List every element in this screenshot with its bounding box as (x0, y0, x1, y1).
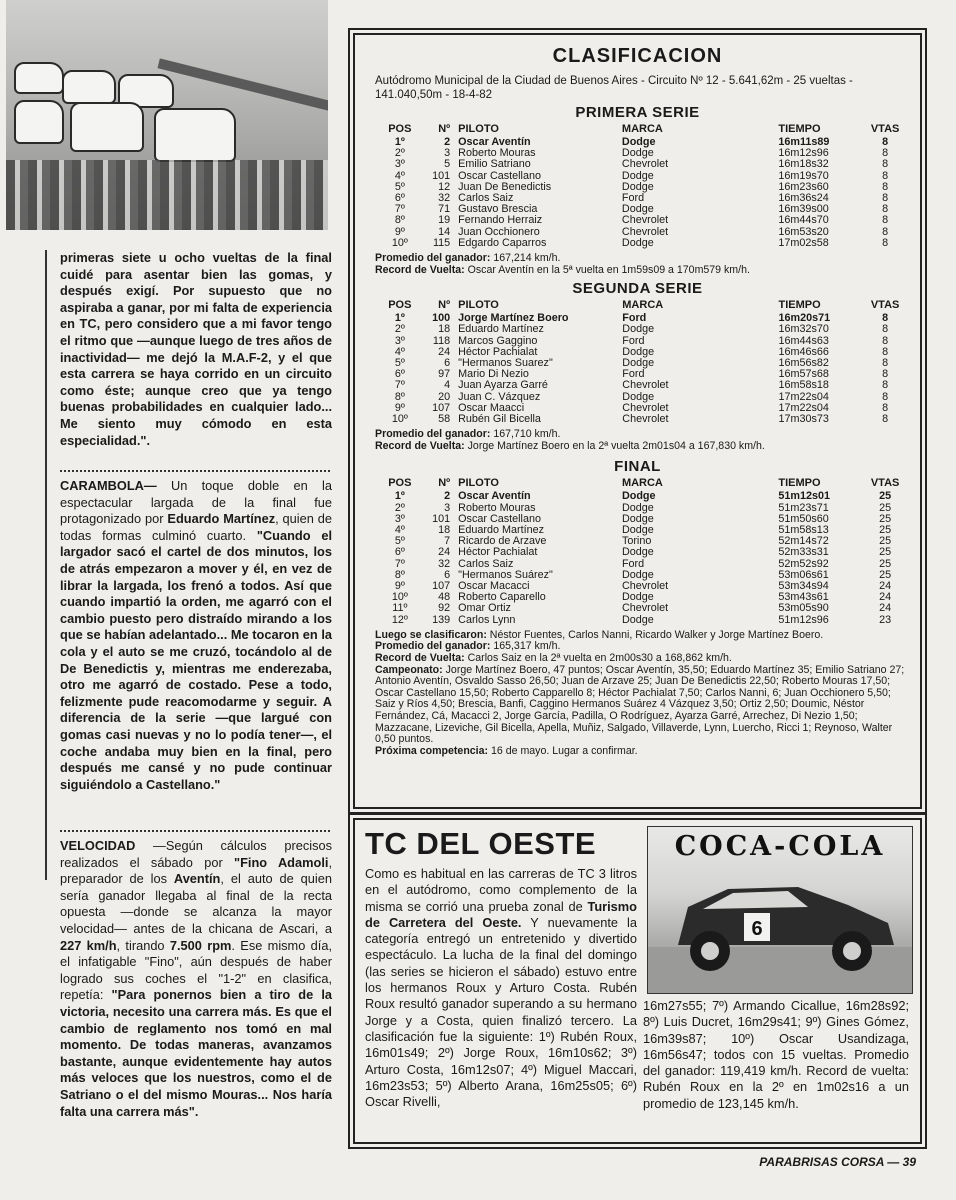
time-cell: 16m46s66 (778, 345, 829, 358)
pos-cell: 7º (394, 379, 405, 392)
laps-cell: 25 (879, 524, 892, 537)
pos-cell: 11º (392, 602, 408, 615)
primera-serie-table (383, 121, 903, 249)
pilot-cell: Edgardo Caparros (458, 236, 547, 249)
col-marca: MARCA (622, 299, 664, 312)
laps-cell: 24 (879, 580, 892, 593)
time-cell: 51m50s60 (778, 512, 829, 525)
pilot-cell: "Hermanos Suárez" (458, 568, 553, 581)
brand-cell: Ford (621, 557, 645, 570)
pos-cell: 1º (394, 312, 405, 325)
record-label: Record de Vuelta: (375, 263, 465, 276)
brand-cell: Dodge (621, 236, 654, 249)
time-cell: 16m58s18 (778, 379, 829, 392)
pilot-cell: Roberto Mouras (458, 501, 536, 514)
classification-subtitle: Autódromo Municipal de la Ciudad de Buenos Aires - Circuito Nº 12 - 5.641,62m - 25 vueltas - 141.040,50m - 18-4-82 (375, 75, 853, 101)
promedio-value: 167,710 km/h. (490, 428, 561, 441)
time-cell: 16m23s60 (778, 180, 829, 193)
pos-cell: 8º (394, 214, 405, 227)
time-cell: 16m53s20 (778, 225, 829, 238)
tc-oeste-text (365, 866, 637, 1110)
pilot-cell: Oscar Aventín (458, 136, 531, 148)
tc-oeste-title: TC DEL OESTE (365, 826, 597, 861)
col-pos: POS (388, 299, 412, 312)
pos-cell: 6º (394, 546, 405, 559)
time-cell: 51m12s01 (778, 490, 831, 503)
col-n: Nº (438, 477, 451, 490)
table-row (383, 380, 903, 391)
pilot-cell: Mario Di Nezio (458, 368, 529, 381)
pos-cell: 10º (391, 413, 408, 426)
laps-cell: 8 (882, 169, 889, 182)
col-pos: POS (388, 123, 412, 135)
col-marca: MARCA (621, 477, 663, 490)
laps-cell: 8 (882, 214, 889, 227)
number-cell: 48 (438, 591, 451, 604)
pos-cell: 4º (394, 345, 405, 358)
number-cell: 5 (444, 158, 451, 171)
primera-serie-title: PRIMERA SERIE (575, 104, 700, 121)
number-cell: 3 (444, 147, 451, 160)
pos-cell: 2º (394, 501, 405, 514)
brand-cell: Chevrolet (621, 158, 669, 171)
number-cell: 12 (438, 180, 451, 193)
brand-cell: Dodge (621, 512, 654, 525)
number-cell: 115 (432, 236, 451, 249)
promedio-label: Promedio del ganador: (375, 252, 491, 265)
brand-cell: Chevrolet (622, 413, 669, 426)
tc-oeste-box (353, 818, 922, 1144)
table-row (383, 159, 903, 170)
time-cell: 17m30s73 (778, 413, 829, 426)
brand-cell: Dodge (621, 501, 654, 514)
pilot-cell: Héctor Pachialat (458, 546, 538, 559)
time-cell: 16m36s24 (778, 192, 829, 205)
number-cell: 139 (432, 613, 451, 626)
col-vtas: VTAS (870, 299, 900, 312)
time-cell: 51m58s13 (778, 524, 829, 537)
laps-cell: 8 (882, 203, 889, 216)
pilot-cell: Héctor Pachialat (458, 345, 538, 358)
pilot-cell: Carlos Saiz (458, 192, 514, 205)
laps-cell: 8 (882, 136, 889, 148)
number-cell: 92 (438, 602, 451, 615)
pilot-cell: Ricardo de Arzave (458, 535, 547, 548)
pilot-cell: Marcos Gaggino (458, 334, 538, 347)
carambola-text: Un toque doble en la espectacular largada de la final fue protagonizado por (60, 478, 332, 527)
pos-cell: 3º (394, 158, 405, 171)
campeonato-value: Jorge Martínez Boero, 47 puntos; Oscar Aventín, 35,50; Eduardo Martínez 35; Emilio Satriano 27; Antonio Aventín, Osvaldo Sasso 26,50; Juan de Arzave 25; Juan De Benedictis 22,50; Roberto Mouras 17,50; Oscar Castellano 15,50; Roberto Capparello 8; Héctor Pachialat 7,50; Carlos Nanni, 6; Juan Occhionero 5,50; Saiz y Ríos 4,50; Brescia, Banfi, Caggino Hermanos Suárez 4 Vázquez 3,50; Ortiz 2,50; Doumic, Néstor Fernández, Cá, Macacci 2, Jorge García, Padilla, O Rodríguez, Ayarza Garré, Arrechez, Di Nezio 1,50; Mazzacane, Lizeviche, Gil Bicella, Apella, Muñiz, Salgado, Villaverde, Lynn, Luercho, Ricci 1; Reynoso, Walter 0,50 puntos. (375, 663, 905, 746)
number-cell: 101 (432, 512, 451, 525)
pos-cell: 5º (394, 180, 405, 193)
number-cell: 20 (438, 390, 451, 403)
article-intro (60, 250, 332, 449)
time-cell: 16m56s82 (778, 357, 829, 370)
time-cell: 53m43s61 (778, 591, 829, 604)
number-cell: 101 (432, 169, 451, 182)
pos-cell: 1º (394, 490, 405, 503)
col-vtas: VTAS (870, 477, 900, 490)
pilot-cell: Juan De Benedictis (458, 180, 552, 193)
pilot-cell: Roberto Mouras (458, 147, 536, 160)
pilot-cell: "Hermanos Suarez" (458, 357, 553, 370)
brand-cell: Dodge (622, 345, 655, 358)
col-pos: POS (388, 477, 412, 490)
laps-cell: 8 (882, 312, 889, 325)
segunda-serie-title: SEGUNDA SERIE (572, 280, 703, 298)
number-cell: 18 (438, 323, 451, 336)
pilot-cell: Carlos Lynn (458, 613, 516, 626)
laps-cell: 8 (882, 236, 889, 249)
proxima-value: 16 de mayo. Lugar a confirmar. (488, 744, 638, 757)
table-row (383, 491, 903, 502)
pos-cell: 10º (391, 591, 408, 604)
final-notes (375, 630, 906, 758)
laps-cell: 23 (879, 613, 892, 626)
pilot-cell: Oscar Maacci (458, 401, 525, 414)
intro-text: primeras siete u ocho vueltas de la final cuidé para asentar bien las gomas, y después exigí. Por supuesto que no aspiraba a ganar, por mi falta de experiencia en TC, pero considero que a mi favor tengo el ritmo que —aunque luego de tres años de inactividad— me dejó la M.A.F-2, y el que esta carrera se haya corrido en un circuito como éste; aunque creo que ya tengo buenas probabilidades en cualquier lado... Me siento muy cómodo en esta especialidad.". (60, 250, 332, 448)
pos-cell: 4º (394, 169, 405, 182)
number-cell: 19 (438, 214, 451, 227)
pilot-cell: Emilio Satriano (458, 158, 531, 171)
classification-title: CLASIFICACION (552, 45, 723, 67)
tc-car-photo (647, 826, 913, 994)
coca-cola-sign: COCA-COLA (674, 831, 886, 862)
col-tiempo: TIEMPO (778, 477, 821, 490)
pilot-cell: Jorge Martínez Boero (458, 312, 569, 325)
number-cell: 24 (438, 546, 451, 559)
number-cell: 100 (432, 312, 451, 325)
col-n: Nº (438, 299, 451, 312)
table-header (383, 475, 903, 491)
number-cell: 6 (444, 568, 451, 581)
velocidad-text-e: . Ese mismo día, el infatigable "Fino", aún después de haber logrado sus coches el "1-2" en clasifica, repetía: (60, 937, 332, 1003)
number-cell: 32 (438, 192, 451, 205)
brand-cell: Dodge (621, 147, 654, 160)
time-cell: 51m12s96 (778, 613, 829, 626)
laps-cell: 8 (882, 357, 889, 370)
velocidad-speed: 227 km/h (60, 937, 117, 953)
col-tiempo: TIEMPO (778, 299, 821, 312)
brand-cell: Chevrolet (622, 401, 669, 414)
brand-cell: Dodge (621, 591, 654, 604)
race-car-illustration (648, 827, 912, 993)
number-cell: 7 (444, 535, 451, 548)
col-marca: MARCA (621, 123, 663, 135)
pos-cell: 2º (394, 147, 405, 160)
table-row (383, 615, 903, 626)
segunda-serie-table (383, 297, 903, 425)
brand-cell: Dodge (621, 524, 654, 537)
pos-cell: 6º (394, 192, 405, 205)
time-cell: 52m52s92 (778, 557, 829, 570)
pilot-cell: Juan C. Vázquez (458, 390, 541, 403)
brand-cell: Chevrolet (621, 602, 669, 615)
laps-cell: 8 (882, 334, 889, 347)
record-label: Record de Vuelta: (375, 652, 465, 665)
laps-cell: 25 (879, 501, 892, 514)
brand-cell: Dodge (621, 546, 654, 559)
col-piloto: PILOTO (458, 299, 499, 312)
race-car (154, 108, 236, 162)
laps-cell: 8 (882, 147, 889, 160)
race-car (70, 102, 144, 152)
brand-cell: Ford (622, 312, 647, 325)
final-title: FINAL (614, 458, 661, 476)
laps-cell: 8 (882, 390, 889, 403)
time-cell: 53m34s94 (778, 580, 829, 593)
laps-cell: 25 (879, 557, 892, 570)
time-cell: 17m02s58 (778, 236, 829, 249)
pilot-cell: Oscar Macacci (458, 580, 530, 593)
brand-cell: Dodge (621, 613, 654, 626)
laps-cell: 8 (882, 192, 889, 205)
col-tiempo: TIEMPO (778, 123, 821, 135)
time-cell: 16m44s70 (778, 214, 829, 227)
time-cell: 16m39s00 (778, 203, 829, 216)
guardrail (157, 58, 328, 111)
promedio-label: Promedio del ganador: (375, 640, 491, 653)
pos-cell: 12º (391, 613, 408, 626)
brand-cell: Dodge (622, 323, 655, 336)
time-cell: 16m12s96 (778, 147, 829, 160)
pos-cell: 7º (394, 557, 405, 570)
crowd (6, 160, 328, 230)
time-cell: 52m14s72 (778, 535, 829, 548)
laps-cell: 8 (882, 413, 889, 426)
brand-cell: Torino (621, 535, 652, 548)
tc-text-bold: Turismo de Carretera del Oeste. (365, 898, 637, 930)
brand-cell: Chevrolet (621, 580, 669, 593)
record-value: Carlos Saiz en la 2ª vuelta en 2m00s30 a 168,862 km/h. (464, 652, 732, 665)
table-row (383, 324, 903, 335)
pilot-cell: Eduardo Martínez (458, 323, 544, 336)
laps-cell: 8 (882, 368, 889, 381)
number-cell: 2 (444, 490, 451, 503)
table-header (383, 297, 903, 313)
laps-cell: 24 (879, 602, 892, 615)
col-vtas: VTAS (870, 123, 900, 135)
promedio-value: 165,317 km/h. (490, 640, 561, 653)
time-cell: 16m57s68 (778, 368, 829, 381)
brand-cell: Dodge (621, 490, 656, 503)
promedio-value: 167,214 km/h. (490, 252, 561, 265)
time-cell: 16m20s71 (778, 312, 831, 325)
pos-cell: 5º (394, 535, 405, 548)
velocidad-name: "Fino Adamoli (234, 854, 329, 870)
number-cell: 2 (444, 136, 451, 148)
pos-cell: 6º (394, 368, 405, 381)
velocidad-heading: VELOCIDAD (60, 838, 136, 853)
laps-cell: 24 (879, 591, 892, 604)
race-car (14, 62, 64, 94)
number-cell: 6 (444, 357, 451, 370)
brand-cell: Ford (621, 192, 645, 205)
pilot-cell: Juan Occhionero (458, 225, 540, 238)
time-cell: 16m18s32 (778, 158, 829, 171)
laps-cell: 25 (879, 546, 892, 559)
race-car (62, 70, 116, 104)
time-cell: 53m06s61 (778, 568, 829, 581)
pos-cell: 8º (394, 390, 405, 403)
tc-text-a: Como es habitual en las carreras de TC 3 litros en el autódromo, como complemento de la misma se corrió una prueba zonal de (365, 866, 637, 914)
number-cell: 58 (438, 413, 451, 426)
pilot-cell: Roberto Caparello (458, 591, 546, 604)
dotted-divider (60, 830, 330, 832)
pilot-cell: Oscar Aventín (458, 490, 531, 503)
brand-cell: Dodge (621, 136, 656, 148)
column-rule (45, 250, 47, 880)
pos-cell: 9º (394, 225, 405, 238)
brand-cell: Dodge (621, 180, 654, 193)
number-cell: 3 (444, 501, 451, 514)
laps-cell: 25 (879, 512, 892, 525)
table-row (383, 215, 903, 226)
time-cell: 52m33s31 (778, 546, 829, 559)
time-cell: 17m22s04 (778, 401, 829, 414)
number-cell: 97 (438, 368, 451, 381)
luego-label: Luego se clasificaron: (375, 628, 487, 641)
carambola-quote: "Cuando el largador sacó el cartel de dos minutos, los de atrás empezaron a mover y él, en vez de librar la largada, los frenó a todos. Así que cuando impartió la orden, me agarró con el cambio puesto pero distraído mirando a los que se habían adelantado... Me tocaron en la cola y el auto se me cruzó, tocándolo al de De Benedictis y, mientras me enderezaba, otro me agarró de costado. Pese a todo, felizmente pude reacomodarme y seguir. A diferencia de la serie —que largué con gomas casi nuevas y no lo podía tener—, el coche andaba muy bien en la final, pero después me cansé y no pude continuar siguiéndolo a Castellano." (60, 527, 332, 792)
brand-cell: Dodge (621, 568, 654, 581)
laps-cell: 25 (879, 535, 892, 548)
pos-cell: 4º (394, 524, 405, 537)
proxima-label: Próxima competencia: (375, 744, 489, 757)
brand-cell: Chevrolet (621, 214, 669, 227)
pilot-cell: Omar Ortiz (458, 602, 511, 615)
velocidad-aventin: Aventín (173, 871, 221, 887)
table-row (383, 414, 903, 425)
pos-cell: 9º (394, 580, 405, 593)
pilot-cell: Rubén Gil Bicella (458, 413, 541, 426)
velocidad-text-b: , preparador de los (60, 854, 332, 887)
laps-cell: 25 (879, 490, 892, 503)
table-row (383, 603, 903, 614)
tc-text-b: Y nuevamente la categoría entregó un entretenido y divertido espectáculo. La lucha de la final del domingo (las series se hicieron el sábado) estuvo entre los hermanos Roux y Arturo Costa. Rubén Roux resultó ganador superando a su hermano Jorge y a Costa, quien finalizó tercero. La clasificación fue la siguiente: 1º) Rubén Roux, 16m01s49; 2º) Jorge Roux, 16m10s62; 3º) Arturo Costa, 16m12s07; 4º) Miguel Maccari, 16m23s53; 5º) Alberto Arana, 16m25s05; 6º) Oscar Rivelli, (365, 914, 637, 1110)
brand-cell: Chevrolet (622, 379, 669, 392)
tc-oeste-text-continued: 16m27s55; 7º) Armando Cicallue, 16m28s92; 8º) Luis Ducret, 16m29s41; 9º) Gines Gómez, 16m39s87; 10º) Oscar Usandizaga, 16m56s47; todos con 15 vueltas. Promedio del ganador: 119,419 km/h. Record de vuelta: Rubén Roux en la 2º en 1m02s16 a un promedio de 123,145 km/h. (643, 998, 909, 1111)
time-cell: 17m22s04 (778, 390, 829, 403)
pilot-cell: Juan Ayarza Garré (458, 379, 548, 392)
pos-cell: 2º (394, 323, 405, 336)
time-cell: 53m05s90 (778, 602, 829, 615)
pilot-cell: Gustavo Brescia (458, 203, 538, 216)
laps-cell: 8 (882, 401, 889, 414)
time-cell: 16m11s89 (778, 136, 830, 148)
pos-cell: 10º (391, 236, 408, 249)
laps-cell: 8 (882, 180, 889, 193)
time-cell: 16m44s63 (778, 334, 829, 347)
number-cell: 107 (432, 401, 451, 414)
luego-value: Néstor Fuentes, Carlos Nanni, Ricardo Walker y Jorge Martínez Boero. (486, 628, 824, 641)
pos-cell: 1º (394, 136, 405, 148)
segunda-notes (375, 429, 906, 452)
table-row (383, 238, 903, 249)
pos-cell: 5º (394, 357, 405, 370)
number-cell: 18 (438, 524, 451, 537)
pilot-cell: Oscar Castellano (458, 512, 541, 525)
pilot-cell: Carlos Saiz (458, 557, 514, 570)
promedio-label: Promedio del ganador: (375, 428, 491, 441)
race-start-photo (6, 0, 328, 230)
table-header (383, 121, 903, 137)
number-cell: 32 (438, 557, 451, 570)
carambola-text-b: , quien de todas formas culminó cuarto. (60, 511, 332, 543)
car-number: 6 (751, 918, 763, 940)
dotted-divider (60, 470, 330, 472)
pilot-cell: Oscar Castellano (458, 169, 541, 182)
brand-cell: Dodge (621, 169, 654, 182)
laps-cell: 8 (882, 323, 889, 336)
pos-cell: 7º (394, 203, 405, 216)
pos-cell: 3º (394, 512, 405, 525)
brand-cell: Dodge (621, 203, 654, 216)
time-cell: 16m32s70 (778, 323, 829, 336)
article-velocidad (60, 838, 332, 1120)
brand-cell: Dodge (622, 390, 655, 403)
time-cell: 16m19s70 (778, 169, 829, 182)
velocidad-text: —Según cálculos precisos realizados el sábado por (60, 838, 332, 870)
col-piloto: PILOTO (458, 477, 499, 490)
table-row (383, 547, 903, 558)
record-value: Oscar Aventín en la 5ª vuelta en 1m59s09 a 170m579 km/h. (464, 263, 750, 276)
col-n: Nº (438, 123, 451, 135)
brand-cell: Chevrolet (621, 225, 669, 238)
number-cell: 118 (432, 334, 451, 347)
time-cell: 51m23s71 (778, 501, 829, 514)
number-cell: 24 (438, 345, 451, 358)
primera-notes (375, 253, 906, 276)
pos-cell: 9º (394, 401, 405, 414)
campeonato-label: Campeonato: (375, 663, 443, 676)
velocidad-quote: "Para ponernos bien a tiro de la victoria, necesito una carrera más. Es que el cambio de reglamento nos tomó en mal momento. De todas maneras, avanzamos bastante, aunque evidentemente hay autos más veloces que los nuestros, como el de Satriano o el del mismo Mouras... Nos haría falta una carrera más". (60, 987, 333, 1119)
carambola-heading: CARAMBOLA— (60, 478, 157, 493)
article-carambola (60, 478, 332, 793)
col-piloto: PILOTO (458, 123, 499, 135)
number-cell: 107 (432, 580, 451, 593)
velocidad-rpm: 7.500 rpm (169, 937, 232, 953)
pilot-cell: Fernando Herraiz (458, 214, 543, 227)
race-car (14, 100, 64, 144)
number-cell: 71 (438, 203, 451, 216)
laps-cell: 8 (882, 225, 889, 238)
pos-cell: 3º (394, 334, 405, 347)
record-value: Jorge Martínez Boero en la 2ª vuelta 2m01s04 a 167,830 km/h. (464, 439, 765, 452)
brand-cell: Ford (622, 334, 645, 347)
brand-cell: Ford (622, 368, 645, 381)
record-label: Record de Vuelta: (375, 439, 465, 452)
page-footer: PARABRISAS CORSA — 39 (759, 1155, 916, 1169)
classification-box (353, 33, 922, 809)
laps-cell: 8 (882, 379, 889, 392)
final-table (383, 475, 903, 625)
brand-cell: Dodge (622, 357, 655, 370)
velocidad-text-d: , tirando (116, 937, 170, 953)
pos-cell: 8º (394, 568, 405, 581)
carambola-name: Eduardo Martínez (167, 511, 276, 527)
pilot-cell: Eduardo Martínez (458, 524, 544, 537)
number-cell: 4 (444, 379, 451, 392)
number-cell: 14 (438, 225, 451, 238)
laps-cell: 8 (882, 158, 889, 171)
velocidad-text-c: , el auto de quien sería ganador llegaba al final de la recta opuesta —donde se alcanza la mayor velocidad— antes de la chicana de Ascari, a (60, 871, 332, 936)
laps-cell: 8 (882, 345, 889, 358)
laps-cell: 25 (879, 568, 892, 581)
